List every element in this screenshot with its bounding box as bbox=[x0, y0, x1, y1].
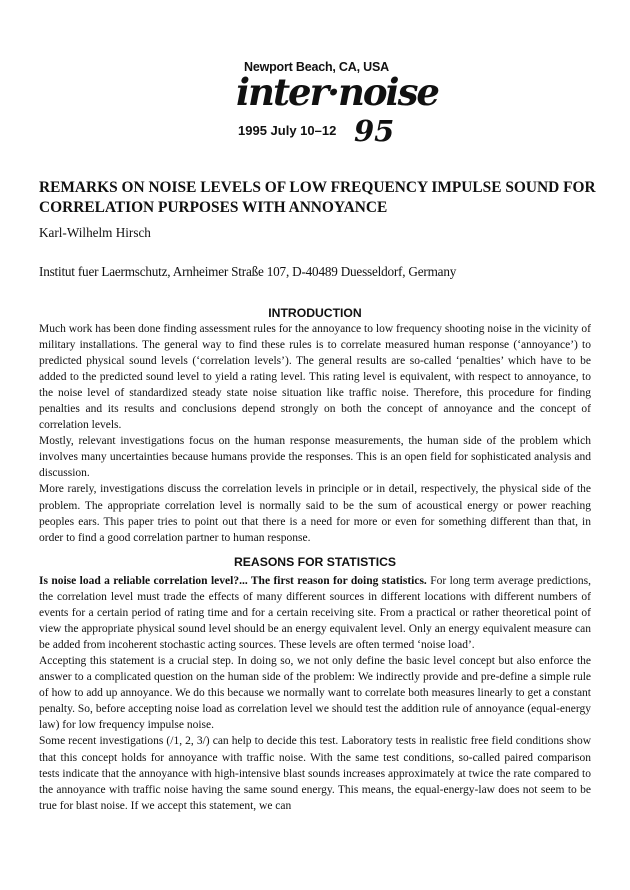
body-paragraph: Accepting this statement is a crucial step. In doing so, we not only define the basic level concept but also enforce the answer to a complicated question on the human side of the problem: We indirectly provide and pre-define a simple rule of how to add up annoyance. We do this because we normally want to correlate both measures linearly to get a constant penalty. So, before accepting noise load as correlation level we should test the addition rule of annoyance (equal-energy law) for low frequency impulse noise. bbox=[39, 655, 591, 732]
body-paragraph: Much work has been done finding assessment rules for the annoyance to low frequency shooting noise in the vicinity of military installations. The general way to find these rules is to correlate measured human response (‘annoyance’) to predicted physical sound levels (‘correlation levels’). The general results are so-called ‘penalties’ which have to be added to the predicted sound level to yield a rating level. This rating level is equivalent, with respect to annoyance, to the noise level of standardized steady state noise situation like traffic noise. Therefore, this procedure for finding penalties and its results and conclusions depend strongly on both the concept of annoyance and the concept of correlation levels. bbox=[39, 323, 591, 432]
conference-location: Newport Beach, CA, USA bbox=[244, 60, 389, 74]
section-heading-reasons-for-statistics: REASONS FOR STATISTICS bbox=[233, 555, 397, 569]
body-paragraph: Mostly, relevant investigations focus on the human response measurements, the human side of the problem which involves many uncertainties because humans provide the responses. This is an open field for sophisticated analysis and discussion. bbox=[39, 435, 591, 480]
paragraph-lead-in: Is noise load a reliable correlation level?... The first reason for doing statistics. bbox=[39, 575, 427, 587]
body-paragraph: More rarely, investigations discuss the correlation levels in principle or in detail, respectively, the physical side of the problem. The appropriate correlation level is normally said to be the sum of acoustical energy or power reaching peoples ears. This paper tries to point out that there is a need for more or even for something different than that, in order to find a good correlation partner to human response. bbox=[39, 483, 591, 544]
paragraph-lead-rest: For long term average predictions, the correlation level must trade the effects of many different sources in different locations with different numbers of events for a certain period of rating time and for a certain receiving site. From a practical or rather theoretical point of view the appropriate physical sound level should be an energy equivalent level. Only an energy equivalent measure can be added from incoherent stochastic acting sources. These levels are often termed ‘noise load’. bbox=[39, 575, 591, 652]
section-body-reasons-for-statistics bbox=[39, 573, 591, 814]
conference-dates: 1995 July 10–12 bbox=[238, 123, 337, 138]
conference-year-mark: 95 bbox=[354, 114, 395, 148]
section-heading-introduction: INTRODUCTION bbox=[268, 306, 362, 320]
conference-logo: inter·noise bbox=[236, 70, 438, 114]
section-body-introduction bbox=[39, 321, 591, 546]
paper-author: Karl-Wilhelm Hirsch bbox=[39, 225, 151, 240]
body-paragraph: Some recent investigations (/1, 2, 3/) can help to decide this test. Laboratory tests in realistic free field conditions show that this concept holds for annoyance with traffic noise. With the same test conditions, so-called paired comparison tests indicate that the annoyance with high-intensive blast sounds increases approximately at twice the rate compared to the annoyance with traffic noise having the same sound energy. This means, the equal-energy-law does not seem to be true for blast noise. If we accept this statement, we can bbox=[39, 735, 591, 812]
body-paragraph-lead bbox=[39, 573, 591, 653]
paper-title: REMARKS ON NOISE LEVELS OF LOW FREQUENCY IMPULSE SOUND FOR CORRELATION PURPOSES WITH ANNOYANCE bbox=[39, 179, 596, 216]
paper-affiliation: Institut fuer Laermschutz, Arnheimer Straße 107, D-40489 Duesseldorf, Germany bbox=[39, 264, 457, 279]
conference-header bbox=[236, 56, 438, 148]
